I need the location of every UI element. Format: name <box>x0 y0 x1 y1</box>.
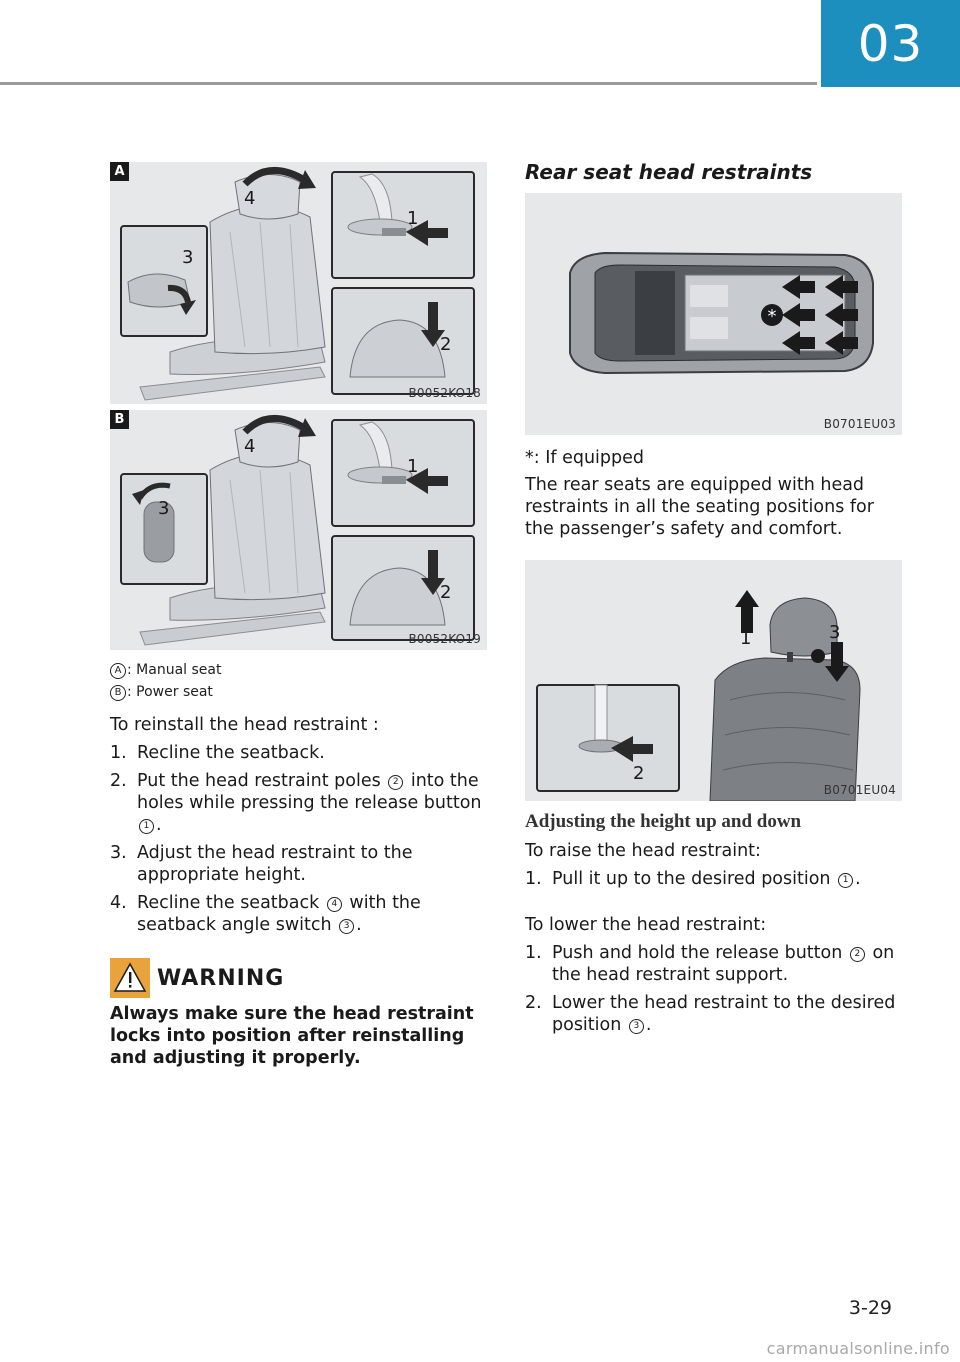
step-number: 2. <box>110 771 127 791</box>
reinstall-intro: To reinstall the head restraint : <box>110 715 379 735</box>
circled-number: 1 <box>139 819 154 834</box>
header-rule <box>0 82 817 85</box>
callout-1: 1 <box>407 208 419 229</box>
figure-code: B0052KO19 <box>408 632 481 646</box>
caption-text: : Manual seat <box>127 662 222 678</box>
power-seat-illustration <box>110 410 487 650</box>
figure-power-seat <box>110 410 487 650</box>
callout-3: 3 <box>182 247 194 268</box>
lower-section <box>525 914 901 1042</box>
step-item <box>525 942 901 986</box>
circled-number: 2 <box>850 947 865 962</box>
callout-4: 4 <box>244 188 256 209</box>
step-item <box>525 868 901 890</box>
step-text: Recline the seatback. <box>137 743 325 763</box>
step-text: . <box>156 815 162 835</box>
caption-manual-seat <box>110 662 221 679</box>
chapter-number: 03 <box>857 14 924 73</box>
step-number: 3. <box>110 843 127 863</box>
step-number: 1. <box>525 869 542 889</box>
warning-title: WARNING <box>157 966 285 991</box>
figure-code: B0701EU03 <box>823 417 896 431</box>
raise-steps <box>525 868 901 890</box>
step-item <box>110 892 486 936</box>
step-item <box>110 770 486 836</box>
step-text: Pull it up to the desired position <box>552 869 837 889</box>
lower-steps <box>525 942 901 1036</box>
callout-4: 4 <box>244 436 256 457</box>
step-text: . <box>645 1015 652 1035</box>
circled-marker: B <box>110 685 126 701</box>
step-number: 4. <box>110 893 127 913</box>
step-text: . <box>356 915 362 935</box>
circled-number: 1 <box>838 873 853 888</box>
reinstall-steps <box>110 742 486 936</box>
step-text: . <box>855 869 861 889</box>
circled-number: 4 <box>327 897 342 912</box>
raise-section <box>525 840 901 896</box>
step-item <box>525 992 901 1036</box>
callout-2: 2 <box>440 582 452 603</box>
vehicle-top-view <box>525 193 902 435</box>
lower-intro: To lower the head restraint: <box>525 915 767 935</box>
callout-1: 1 <box>740 628 752 649</box>
caption-text: : Power seat <box>127 684 213 700</box>
callout-2: 2 <box>440 334 452 355</box>
rear-seat-illustration <box>525 560 902 801</box>
figure-code: B0701EU04 <box>823 783 896 797</box>
step-text: Lower the head restraint to the desired position <box>552 993 896 1035</box>
adjust-heading: Adjusting the height up and down <box>525 811 802 832</box>
page-number: 3-29 <box>848 1297 892 1319</box>
step-item <box>110 842 486 886</box>
step-item <box>110 742 486 764</box>
step-text: on the head restraint support. <box>552 943 895 985</box>
watermark: carmanualsonline.info <box>766 1339 950 1358</box>
step-number: 2. <box>525 993 542 1013</box>
step-text: Put the head restraint poles <box>137 771 387 791</box>
caption-power-seat <box>110 684 213 701</box>
warning-icon <box>110 958 150 998</box>
figure-manual-seat <box>110 162 487 404</box>
circled-marker: A <box>110 663 126 679</box>
callout-2: 2 <box>633 763 645 784</box>
chapter-tab <box>821 0 960 87</box>
reinstall-section <box>110 714 486 942</box>
callout-1: 1 <box>407 456 419 477</box>
raise-intro: To raise the head restraint: <box>525 841 761 861</box>
callout-3: 3 <box>829 622 841 643</box>
step-number: 1. <box>110 743 127 763</box>
optional-star: * <box>767 306 777 327</box>
step-text: Push and hold the release button <box>552 943 848 963</box>
figure-rear-seat <box>525 560 902 801</box>
callout-3: 3 <box>158 498 170 519</box>
circled-number: 3 <box>629 1019 644 1034</box>
step-text: Recline the seatback <box>137 893 325 913</box>
figure-letter-b: B <box>110 410 129 429</box>
circled-number: 3 <box>339 919 354 934</box>
step-number: 1. <box>525 943 542 963</box>
circled-number: 2 <box>388 775 403 790</box>
warning-text: Always make sure the head restraint locks into position after reinstalling and adjusting it properly. <box>110 1004 474 1068</box>
figure-letter-a: A <box>110 162 129 181</box>
step-text: into the holes while pressing the release button <box>137 771 482 813</box>
rear-heading: Rear seat head restraints <box>525 160 813 184</box>
step-text: Adjust the head restraint to the appropriate height. <box>137 843 413 885</box>
figure-rear-top-view <box>525 193 902 435</box>
manual-seat-illustration <box>110 162 487 404</box>
rear-description: The rear seats are equipped with head restraints in all the seating positions for the passenger’s safety and comfort. <box>525 475 874 539</box>
if-equipped-note: *: If equipped <box>525 448 645 468</box>
figure-code: B0052KO18 <box>408 386 481 400</box>
step-text: with the seatback angle switch <box>137 893 421 935</box>
